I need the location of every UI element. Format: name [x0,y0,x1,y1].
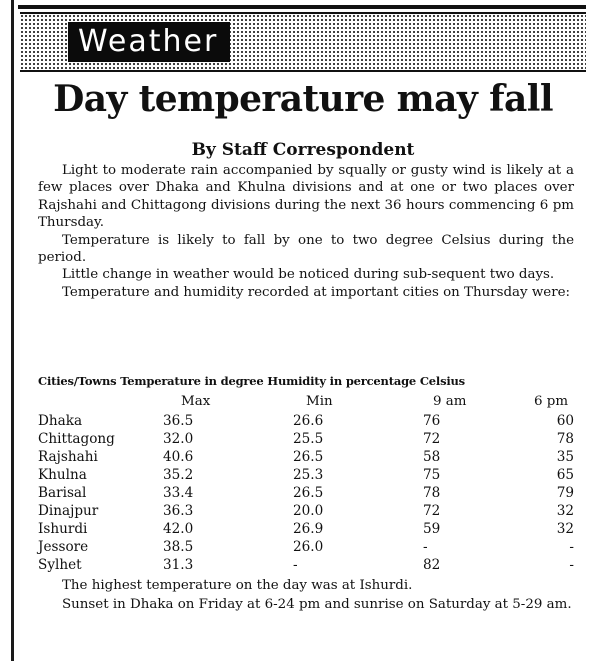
max-cell: 42.0 [163,521,194,537]
max-cell: 33.4 [163,485,194,501]
article-body [38,162,574,301]
humidity-6pm-cell: 60 [556,413,574,429]
min-cell: 26.0 [293,539,324,555]
min-cell: 25.3 [293,467,324,483]
humidity-6pm-cell: - [569,539,574,555]
humidity-6pm-cell: 32 [556,521,574,537]
humidity-6pm-cell: 35 [556,449,574,465]
city-cell: Barisal [38,485,87,501]
min-cell: 26.6 [293,413,324,429]
max-cell: 38.5 [163,539,194,555]
city-cell: Jessore [38,539,89,555]
humidity-6pm-cell: 65 [556,467,574,483]
min-cell: 26.9 [293,521,324,537]
column-header-min: Min [306,394,333,409]
table-row [38,484,578,502]
section-label: Weather [68,22,230,62]
humidity-6pm-cell: 78 [556,431,574,447]
max-cell: 36.5 [163,413,194,429]
table-row [38,538,578,556]
max-cell: 36.3 [163,503,194,519]
column-rule [11,0,14,661]
min-cell: - [293,557,298,573]
min-cell: 26.5 [293,449,324,465]
footer-paragraph: Sunset in Dhaka on Friday at 6-24 pm and sunrise on Saturday at 5-29 am. [62,597,572,612]
table-row [38,520,578,538]
humidity-9am-cell: 75 [423,467,441,483]
paragraph: Temperature is likely to fall by one to two degree Celsius during the period. [38,232,574,266]
table-row [38,430,578,448]
humidity-6pm-cell: 32 [556,503,574,519]
city-cell: Khulna [38,467,87,483]
min-cell: 20.0 [293,503,324,519]
table-row [38,556,578,574]
humidity-9am-cell: 76 [423,413,441,429]
byline: By Staff Correspondent [191,140,415,160]
table-row [38,502,578,520]
city-cell: Chittagong [38,431,115,447]
paragraph: Light to moderate rain accompanied by squally or gusty wind is likely at a few places over Dhaka and Khulna divisions and at one or two places over Rajshahi and Chittagong divisions during the next 36 hours commencing 6 pm Thursday. [38,163,574,231]
max-cell: 32.0 [163,431,194,447]
min-cell: 25.5 [293,431,324,447]
city-cell: Rajshahi [38,449,98,465]
humidity-9am-cell: 72 [423,431,441,447]
headline: Day temperature may fall [53,78,553,120]
humidity-9am-cell: 82 [423,557,441,573]
humidity-9am-cell: - [423,539,428,555]
humidity-9am-cell: 72 [423,503,441,519]
table-row [38,466,578,484]
city-cell: Sylhet [38,557,82,573]
column-header-9am: 9 am [433,394,467,409]
humidity-9am-cell: 58 [423,449,441,465]
column-header-6pm: 6 pm [534,394,569,409]
max-cell: 35.2 [163,467,194,483]
column-header-max: Max [181,394,211,409]
max-cell: 40.6 [163,449,194,465]
table-row [38,412,578,430]
city-cell: Ishurdi [38,521,88,537]
article-footer [38,576,574,614]
table-header-line: Cities/Towns Temperature in degree Humidity in percentage Celsius [38,374,465,388]
humidity-6pm-cell: 79 [556,485,574,501]
paragraph: Little change in weather would be noticed during sub-sequent two days. [62,267,555,283]
city-cell: Dinajpur [38,503,99,519]
humidity-6pm-cell: - [569,557,574,573]
humidity-9am-cell: 78 [423,485,441,501]
city-cell: Dhaka [38,413,83,429]
humidity-9am-cell: 59 [423,521,441,537]
table-row [38,448,578,466]
footer-paragraph: The highest temperature on the day was at Ishurdi. [62,578,413,593]
min-cell: 26.5 [293,485,324,501]
top-rule [18,5,586,9]
max-cell: 31.3 [163,557,194,573]
paragraph: Temperature and humidity recorded at important cities on Thursday were: [62,284,571,300]
section-banner [20,12,586,72]
